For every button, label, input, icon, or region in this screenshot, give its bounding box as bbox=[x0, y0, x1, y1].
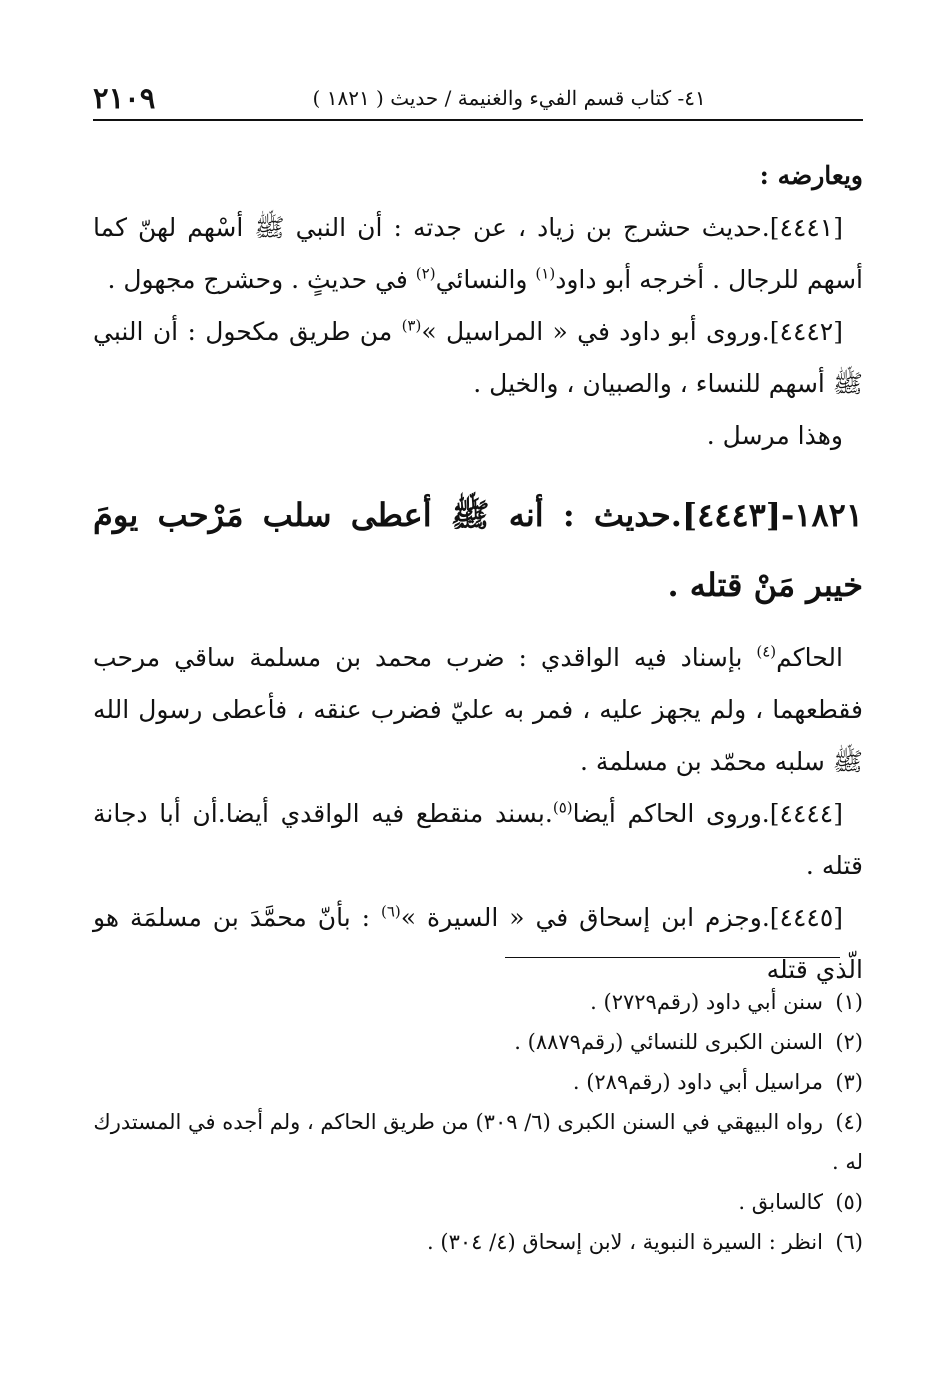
p4442-end: من طريق مكحول : أن النبي ﷺ أسهم للنساء ، والصبيان ، والخيل . bbox=[93, 317, 863, 398]
counter-heading: ويعارضه : bbox=[759, 161, 863, 190]
footnote-item bbox=[93, 1022, 863, 1062]
mursal-note: وهذا مرسل . bbox=[706, 421, 843, 450]
footnote-number: (٢) bbox=[835, 1030, 863, 1054]
hakim-text: الحاكم bbox=[776, 643, 843, 672]
footnote-number: (١) bbox=[835, 990, 863, 1014]
page-number: ٢١٠٩ bbox=[93, 81, 156, 115]
footnote-number: (٦) bbox=[835, 1230, 863, 1254]
footnote-item bbox=[93, 1102, 863, 1182]
footnote-text: انظر : السيرة النبوية ، لابن إسحاق (٤/ ٣٠٤) . bbox=[427, 1230, 823, 1254]
paragraph-4445 bbox=[93, 892, 863, 996]
paragraph-4441 bbox=[93, 202, 863, 306]
footnote-ref-1[interactable]: (١) bbox=[535, 264, 556, 283]
footnote-text: كالسابق . bbox=[738, 1190, 823, 1214]
footnote-ref-6[interactable]: (٦) bbox=[380, 902, 401, 921]
header-rule bbox=[93, 119, 863, 121]
footnote-text: رواه البيهقي في السنن الكبرى (٦/ ٣٠٩) من طريق الحاكم ، ولم أجده في المستدرك له . bbox=[93, 1110, 863, 1174]
footnote-number: (٤) bbox=[835, 1110, 863, 1134]
p4445-text: [٤٤٤٥].وجزم ابن إسحاق في « السيرة » bbox=[400, 903, 844, 932]
footnote-ref-4[interactable]: (٤) bbox=[756, 642, 777, 661]
footnote-item bbox=[93, 982, 863, 1022]
footnote-item bbox=[93, 1062, 863, 1102]
p4445-end: : بأنّ محمَّدَ بن مسلمَة هو الّذي قتله bbox=[93, 903, 863, 984]
main-text bbox=[93, 150, 863, 996]
footnotes-list bbox=[93, 982, 863, 1262]
footnote-text: سنن أبي داود (رقم٢٧٢٩) . bbox=[590, 990, 823, 1014]
paragraph-4444 bbox=[93, 788, 863, 892]
p4442-text: [٤٤٤٢].وروى أبو داود في « المراسيل » bbox=[421, 317, 843, 346]
hakim-end: بإسناد فيه الواقدي : ضرب محمد بن مسلمة ساقي مرحب فقطعهما ، ولم يجهز عليه ، فمر به عليّ فضرب عنقه ، فأعطى رسول الله ﷺ سلبه محمّد بن مسلمة . bbox=[93, 643, 863, 776]
footnote-item bbox=[93, 1182, 863, 1222]
p4444-end: .بسند منقطع فيه الواقدي أيضا.أن أبا دجانة قتله . bbox=[93, 799, 863, 880]
footnote-item bbox=[93, 1222, 863, 1262]
p4444-text: [٤٤٤٤].وروى الحاكم أيضا bbox=[572, 799, 843, 828]
footnote-ref-2[interactable]: (٢) bbox=[415, 264, 436, 283]
footnote-text: مراسيل أبي داود (رقم٢٨٩) . bbox=[572, 1070, 823, 1094]
footnote-number: (٥) bbox=[835, 1190, 863, 1214]
running-title: ٤١- كتاب قسم الفيء والغنيمة / حديث ( ١٨٢١ ) bbox=[312, 86, 706, 110]
page-header bbox=[93, 78, 863, 118]
hadith-heading: ١٨٢١-[٤٤٤٣].حديث : أنه ﷺ أعطى سلب مَرْحب يومَ خيبر مَنْ قتله . bbox=[93, 496, 863, 604]
footnote-separator bbox=[505, 957, 840, 958]
footnote-ref-3[interactable]: (٣) bbox=[401, 316, 422, 335]
p4441-end: في حديثٍ . وحشرج مجهول . bbox=[107, 265, 416, 294]
paragraph-4442 bbox=[93, 306, 863, 410]
footnote-ref-5[interactable]: (٥) bbox=[552, 798, 573, 817]
footnote-text: السنن الكبرى للنسائي (رقم٨٨٧٩) . bbox=[514, 1030, 823, 1054]
p4441-mid: والنسائي bbox=[435, 265, 536, 294]
paragraph-hakim bbox=[93, 632, 863, 788]
footnote-number: (٣) bbox=[835, 1070, 863, 1094]
p4441-text: [٤٤٤١].حديث حشرج بن زياد ، عن جدته : أن النبي ﷺ أسْهم لهنّ كما أسهم للرجال . أخرجه أبو داود bbox=[93, 213, 863, 294]
